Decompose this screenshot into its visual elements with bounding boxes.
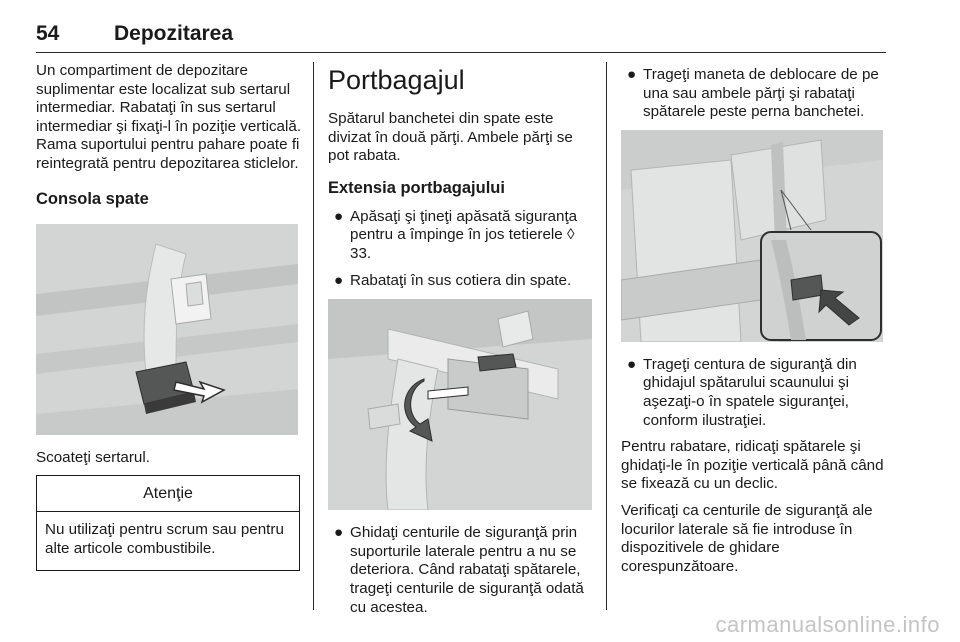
attention-title: Atenţie xyxy=(37,476,299,512)
page-number: 54 xyxy=(36,22,60,45)
subtitle-extensia: Extensia portbagajului xyxy=(328,178,505,197)
portbagaj-intro: Spătarul banchetei din spate este divizat în două părţi. Ambele părţi se pot rabata. xyxy=(328,110,573,165)
bullet-text: Ghidaţi centurile de siguranţă prin suporturile laterale pentru a nu se deteriora. Când rabataţi spătarele, trageţi centurile de siguranţă odată cu acestea. xyxy=(350,524,584,616)
illustration-release-lever xyxy=(621,130,883,342)
folding-paragraph: Pentru rabatare, ridicaţi spătarele şi ghidaţi-le în poziţie verticală până când se fixează cu un declic. xyxy=(621,438,884,493)
bullet-pull-belt xyxy=(621,356,889,430)
bullet-icon: ● xyxy=(627,355,637,373)
intro-paragraph: Un compartiment de depozitare suplimentar este localizat sub sertarul intermediar. Rabataţi în sus sertarul intermediar şi fixaţi-l în poziţie verticală. Rama suportului pentru pahare poate fi reintegrată pentru depozitarea sticlelor. xyxy=(36,62,302,172)
watermark: carmanualsonline.info xyxy=(715,612,940,637)
column-3 xyxy=(621,66,889,576)
bullet-text: Rabataţi în sus cotiera din spate. xyxy=(350,271,572,289)
bullet-icon: ● xyxy=(334,207,344,225)
release-lever-drawing xyxy=(621,130,883,342)
column-divider-1 xyxy=(313,62,314,610)
column-2 xyxy=(328,64,594,617)
bullet-text: Trageţi maneta de deblocare de pe una sau ambele părţi şi rabataţi spătarele peste perna banchetei. xyxy=(643,66,879,121)
attention-box xyxy=(36,475,300,571)
illustration-armrest xyxy=(328,299,592,510)
section-title-consola: Consola spate xyxy=(36,189,149,208)
check-belts-paragraph: Verificaţi ca centurile de siguranţă ale locurilor laterale să fie introduse în dispozitivele de ghidare corespunzătoare. xyxy=(621,501,873,575)
armrest-drawing xyxy=(328,299,592,510)
bullet-seatbelts xyxy=(328,524,594,617)
column-divider-2 xyxy=(606,62,607,610)
bullet-release-lever xyxy=(621,66,889,122)
attention-body: Nu utilizaţi pentru scrum sau pentru alte articole combustibile. xyxy=(45,521,284,557)
column-1 xyxy=(36,62,300,571)
bullet-text: Trageţi centura de siguranţă din ghidajul spătarului scaunului şi aşezaţi-o în spatele siguranţei, conform ilustraţiei. xyxy=(643,355,857,429)
section-title-portbagajul: Portbagajul xyxy=(328,65,465,95)
bullet-text: Apăsaţi şi ţineţi apăsată siguranţa pentru a împinge în jos tetierele ◊ 33. xyxy=(350,207,578,262)
caption-remove-drawer: Scoateţi sertarul. xyxy=(36,448,150,466)
bullet-icon: ● xyxy=(334,524,344,542)
bullet-icon: ● xyxy=(334,271,344,289)
bullet-headrests xyxy=(328,208,594,264)
rear-console-drawing xyxy=(36,224,298,435)
page-title: Depozitarea xyxy=(114,22,234,45)
bullet-icon: ● xyxy=(627,66,637,83)
illustration-rear-console xyxy=(36,224,298,435)
bullet-armrest xyxy=(328,272,594,291)
page-header xyxy=(36,22,886,53)
